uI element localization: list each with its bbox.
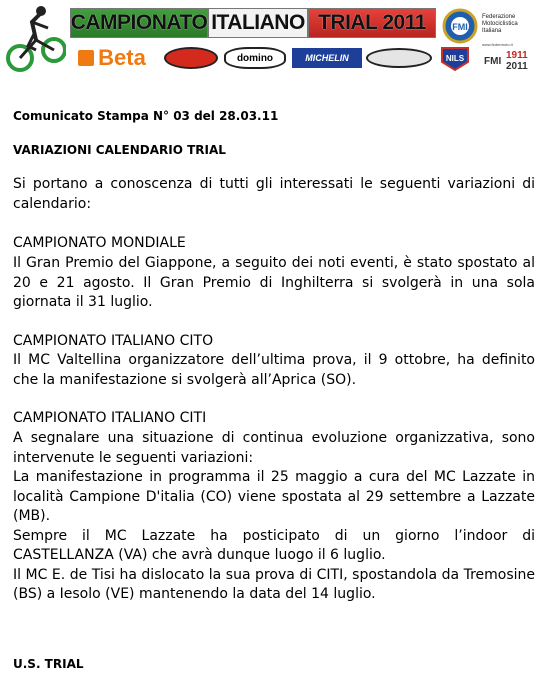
trial-rider-logo xyxy=(6,4,66,74)
citi-block xyxy=(13,429,535,605)
title-segment-green: CAMPIONATO xyxy=(70,8,208,38)
section-title: VARIAZIONI CALENDARIO TRIAL xyxy=(13,143,226,157)
citi-paragraph-3: Sempre il MC Lazzate ha posticipato di un giorno l’indoor di CASTELLANZA (VA) che avrà dunque luogo il 6 luglio. xyxy=(13,527,535,563)
title-segment-red: TRIAL 2011 xyxy=(308,8,436,38)
cito-paragraph: Il MC Valtellina organizzatore dell’ultima prova, il 9 ottobre, ha definito che la manifestazione si svolgerà all’Aprica (SO). xyxy=(13,352,535,388)
cito-heading: CAMPIONATO ITALIANO CITO xyxy=(13,333,214,349)
citi-heading: CAMPIONATO ITALIANO CITI xyxy=(13,410,207,426)
mondiale-heading: CAMPIONATO MONDIALE xyxy=(13,235,186,251)
citi-paragraph-1: A segnalare una situazione di continua evoluzione organizzativa, sono intervenute le seguenti variazioni: xyxy=(13,430,535,466)
beta-icon xyxy=(78,50,94,66)
sport-sponsor-logo xyxy=(366,48,432,68)
sponsor-logo-red-oval xyxy=(164,47,218,69)
fmi-federation-block xyxy=(440,6,548,76)
press-release-title: Comunicato Stampa N° 03 del 28.03.11 xyxy=(13,109,279,123)
mondiale-paragraph: Il Gran Premio del Giappone, a seguito dei noti eventi, è stato spostato al 20 e 21 agosto. Il Gran Premio di Inghilterra si svolgerà in una sola giornata il 31 luglio. xyxy=(13,255,535,310)
sponsor-row xyxy=(68,44,465,72)
fmi-emblem-icon xyxy=(442,8,478,44)
svg-text:NILS: NILS xyxy=(445,54,465,63)
domino-logo: domino xyxy=(224,47,286,69)
michelin-logo: MICHELIN xyxy=(292,48,362,68)
federation-name: Federazione Motociclistica Italiana xyxy=(482,14,518,34)
championship-title xyxy=(70,8,436,38)
svg-text:FMI: FMI xyxy=(452,22,468,32)
signature: U.S. TRIAL xyxy=(13,657,84,671)
fmi-centenary-logo: FMI 1911 2011 xyxy=(484,50,528,72)
citi-paragraph-2: La manifestazione in programma il 25 maggio a cura del MC Lazzate in località Campione D'italia (CO) viene spostata al 29 settembre a Lazzate (MB). xyxy=(13,469,535,524)
title-segment-white: ITALIANO xyxy=(208,8,308,38)
beta-logo: Beta xyxy=(68,44,156,72)
intro-paragraph: Si portano a conoscenza di tutti gli interessati le seguenti variazioni di calendario: xyxy=(13,176,535,212)
federation-website: www.federmoto.it xyxy=(482,42,513,47)
citi-paragraph-4: Il MC E. de Tisi ha dislocato la sua prova di CITI, spostandola da Tremosine (BS) a Iesolo (VE) mantenendo la data del 14 luglio. xyxy=(13,566,535,602)
header-banner xyxy=(0,0,550,80)
